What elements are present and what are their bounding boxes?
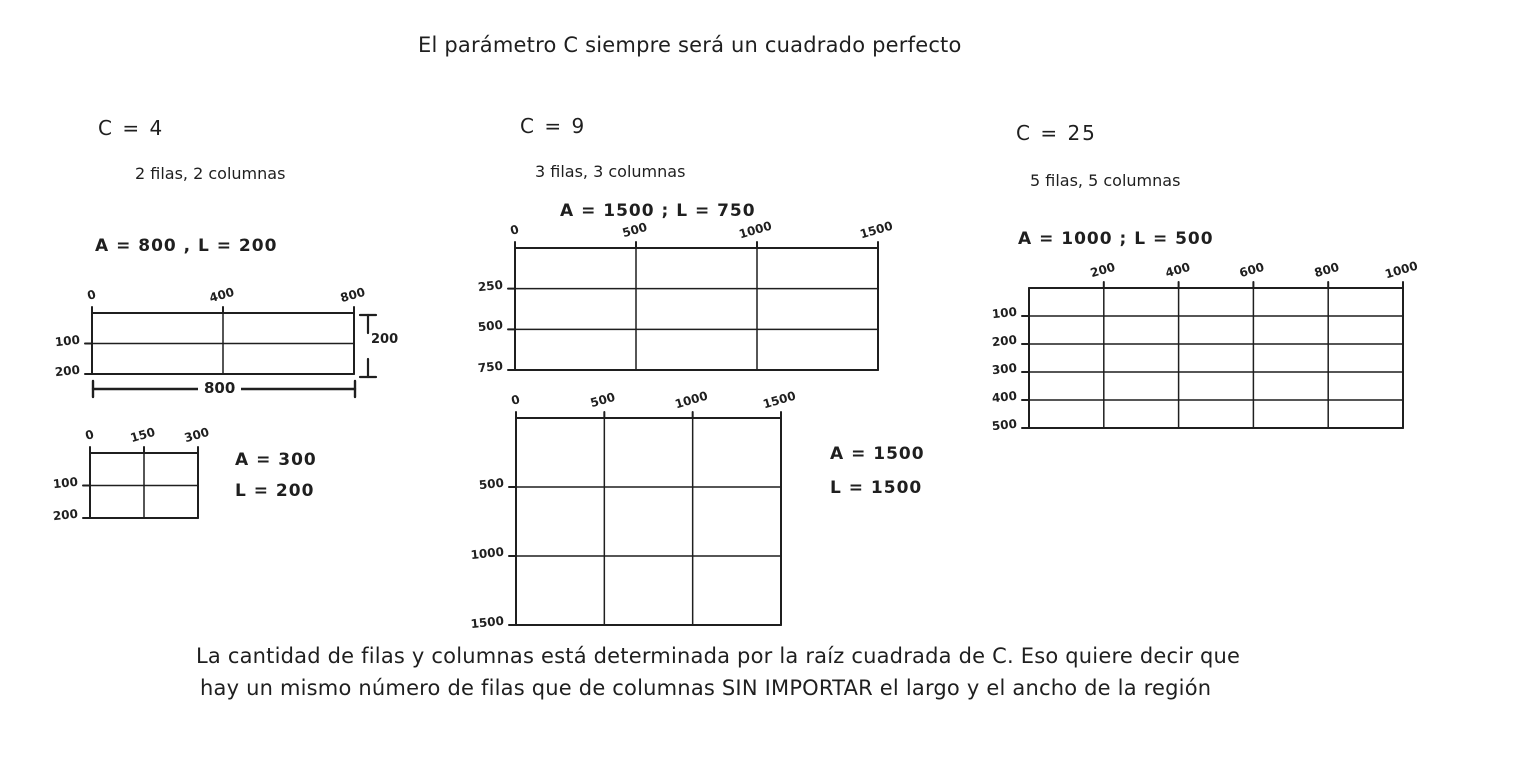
- grid-side-annotation: A = 300: [235, 450, 317, 470]
- grid-side-annotation: L = 200: [235, 481, 315, 501]
- width-dimension-label: 800: [198, 379, 241, 397]
- c9-square-grid-x-tick-label: 1000: [673, 388, 709, 412]
- footer-explanation-line1: La cantidad de filas y columnas está determinada por la raíz cuadrada de C. Eso quiere decir que: [196, 644, 1241, 668]
- c4-wide-grid-x-tick-label: 0: [85, 287, 98, 303]
- c9-wide-grid: [505, 238, 888, 380]
- section-c4-label: C = 4: [98, 116, 165, 140]
- c25-grid-x-tick-label: 400: [1163, 259, 1192, 281]
- section-c9-area-length-label: A = 1500 ; L = 750: [560, 201, 756, 221]
- c25-grid-x-tick-label: 600: [1238, 259, 1267, 281]
- c9-square-grid-x-tick-label: 500: [589, 389, 618, 411]
- c25-grid: [1019, 278, 1413, 438]
- c4-small-grid: [80, 443, 208, 528]
- c9-square-grid-y-tick-label: 1500: [469, 613, 505, 632]
- c9-wide-grid-x-tick-label: 1500: [858, 218, 895, 242]
- c25-grid-y-tick-label: 500: [991, 416, 1018, 434]
- height-dimension-label: 200: [371, 332, 399, 347]
- grid-side-annotation: A = 1500: [830, 444, 925, 464]
- section-c9-rowcol-label: 3 filas, 3 columnas: [535, 162, 686, 181]
- section-c25-rowcol-label: 5 filas, 5 columnas: [1030, 171, 1181, 190]
- c4-small-grid-y-tick-label: 100: [52, 474, 79, 491]
- c4-small-grid-y-tick-label: 200: [52, 506, 79, 524]
- c4-wide-grid-y-tick-label: 200: [54, 362, 81, 380]
- c25-grid-y-tick-label: 400: [991, 388, 1018, 406]
- c9-wide-grid-x-tick-label: 500: [620, 219, 649, 241]
- c9-wide-grid-y-tick-label: 500: [477, 317, 504, 335]
- c25-grid-x-tick-label: 800: [1312, 259, 1341, 281]
- section-c4-area-length-label: A = 800 , L = 200: [95, 236, 278, 256]
- c25-grid-x-tick-label: 1000: [1383, 258, 1420, 282]
- grid-side-annotation: L = 1500: [830, 478, 923, 498]
- c4-small-grid-x-tick-label: 150: [128, 424, 157, 446]
- c4-wide-grid-x-tick-label: 400: [207, 284, 236, 306]
- c4-small-grid-x-tick-label: 300: [182, 424, 211, 446]
- diagram-title: El parámetro C siempre será un cuadrado perfecto: [418, 33, 962, 57]
- c9-square-grid: [506, 408, 791, 635]
- c25-grid-y-tick-label: 200: [991, 332, 1018, 350]
- c25-grid-x-tick-label: 200: [1088, 259, 1117, 281]
- c9-square-grid-x-tick-label: 0: [509, 392, 522, 408]
- c9-wide-grid-y-tick-label: 250: [477, 277, 504, 294]
- c9-square-grid-y-tick-label: 500: [478, 475, 505, 493]
- c9-wide-grid-x-tick-label: 1000: [737, 218, 774, 242]
- section-c25-label: C = 25: [1016, 121, 1097, 145]
- c9-square-grid-y-tick-label: 1000: [469, 544, 505, 563]
- section-c9-label: C = 9: [520, 114, 587, 138]
- section-c4-rowcol-label: 2 filas, 2 columnas: [135, 164, 286, 183]
- c25-grid-y-tick-label: 100: [991, 304, 1018, 322]
- c9-square-grid-x-tick-label: 1500: [761, 388, 798, 412]
- footer-explanation-line2: hay un mismo número de filas que de columnas SIN IMPORTAR el largo y el ancho de la región: [200, 676, 1212, 700]
- c25-grid-y-tick-label: 300: [991, 360, 1018, 378]
- c4-small-grid-x-tick-label: 0: [83, 427, 96, 443]
- section-c25-area-length-label: A = 1000 ; L = 500: [1018, 229, 1214, 249]
- c9-wide-grid-y-tick-label: 750: [477, 358, 504, 376]
- c4-wide-grid-y-tick-label: 100: [54, 332, 81, 349]
- c4-wide-grid: [82, 303, 364, 384]
- c4-wide-grid-x-tick-label: 800: [338, 284, 367, 306]
- c9-wide-grid-x-tick-label: 0: [508, 222, 521, 238]
